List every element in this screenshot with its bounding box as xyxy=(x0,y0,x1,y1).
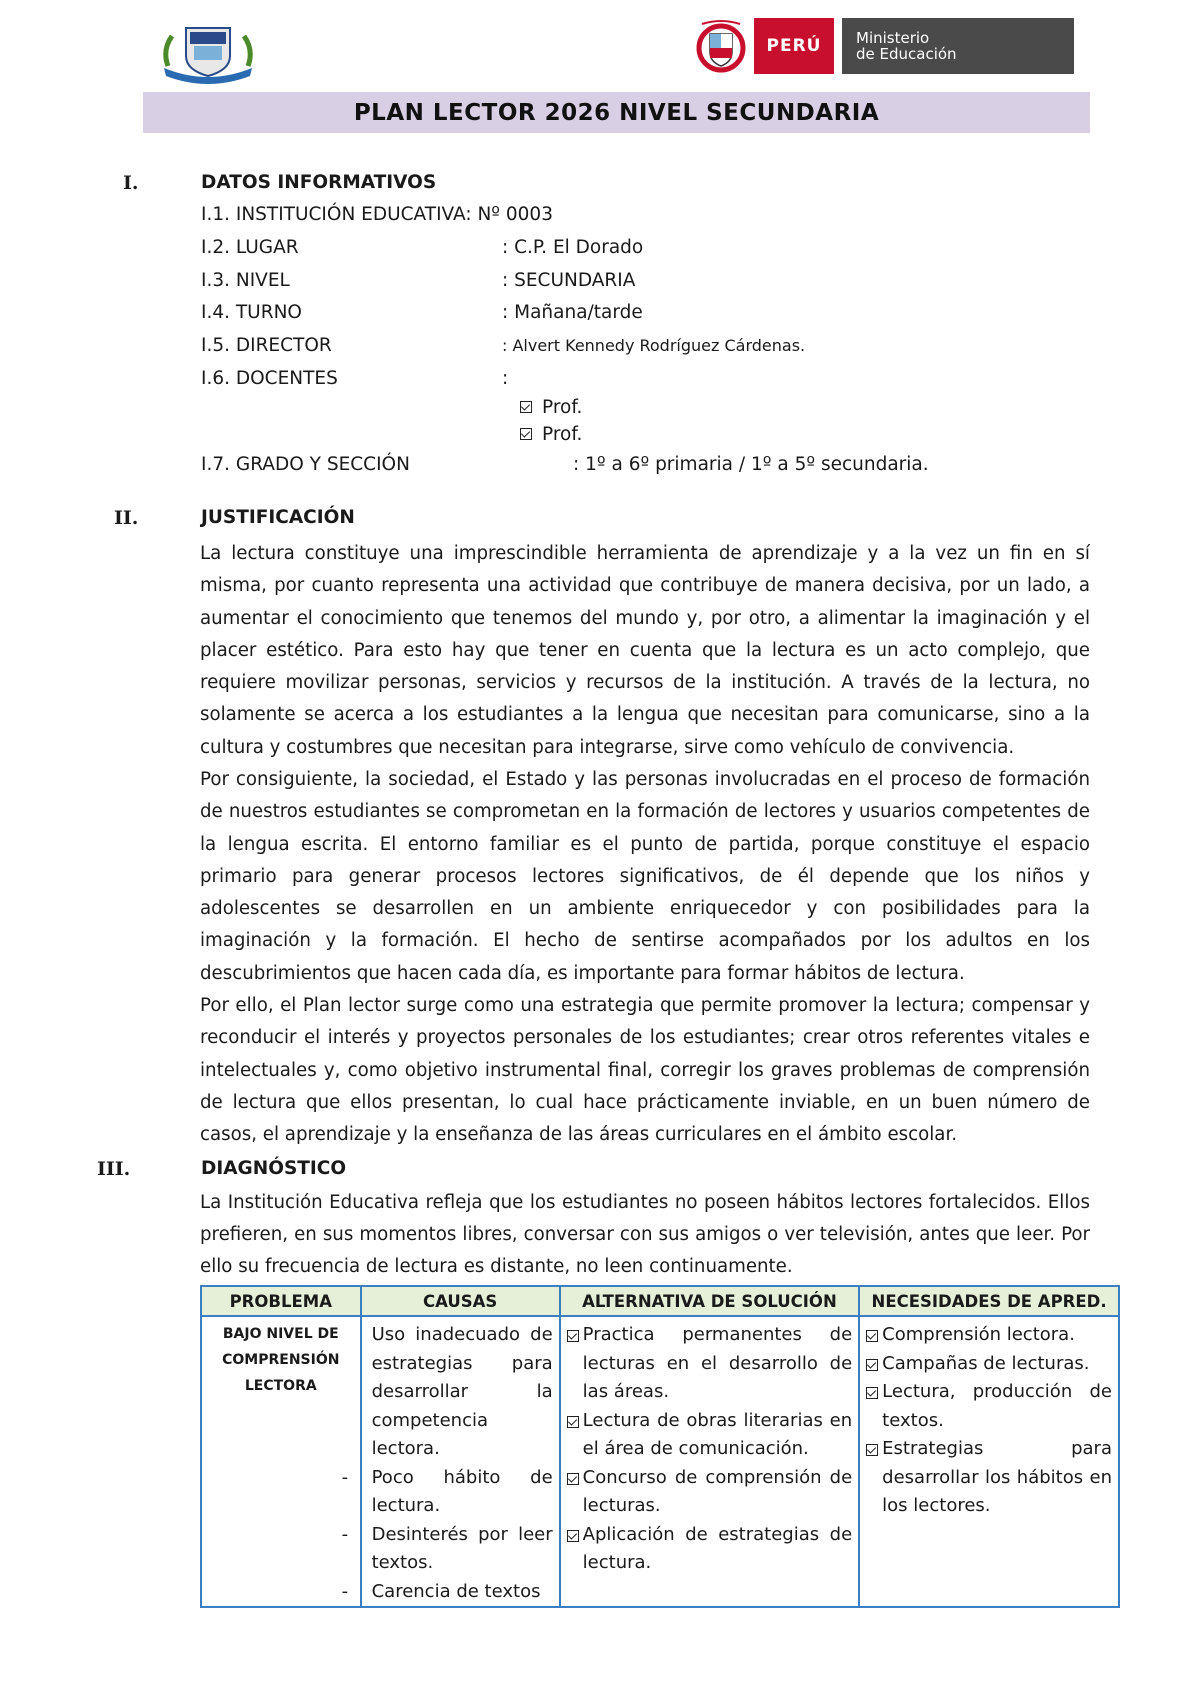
column-header: CAUSAS xyxy=(361,1286,560,1316)
section-2-number: II. xyxy=(114,507,139,529)
cause-text: Carencia de textos xyxy=(371,1580,541,1602)
info-row-level xyxy=(201,266,290,296)
checkbox-icon xyxy=(866,1359,878,1371)
problem-text: BAJO NIVEL DE COMPRENSIÓN LECTORA xyxy=(222,1326,340,1394)
checkbox-icon xyxy=(520,428,532,440)
alternative-item xyxy=(567,1407,853,1464)
checkbox-icon xyxy=(567,1530,579,1542)
table-row xyxy=(201,1316,1119,1607)
section-1-title: DATOS INFORMATIVOS xyxy=(201,172,437,193)
page-header xyxy=(0,14,1200,84)
ministry-logo xyxy=(688,18,1074,74)
column-header: NECESIDADES DE APRED. xyxy=(859,1286,1119,1316)
info-label: I.1. INSTITUCIÓN EDUCATIVA: Nº 0003 xyxy=(201,204,553,225)
checkbox-icon xyxy=(567,1473,579,1485)
info-row-grade xyxy=(201,450,410,480)
section-1-number: I. xyxy=(123,172,139,194)
info-label: I.7. GRADO Y SECCIÓN xyxy=(201,454,410,475)
info-value: : Alvert Kennedy Rodríguez Cárdenas. xyxy=(502,336,806,355)
cause-text: Poco hábito de lectura. xyxy=(371,1466,553,1516)
school-logo-icon xyxy=(160,22,256,84)
info-label: I.3. NIVEL xyxy=(201,270,290,291)
justification-paragraph-1: La lectura constituye una imprescindible herramienta de aprendizaje y a la vez un fin en sí misma, por cuanto representa una actividad que contribuye de manera decisiva, por un lado, a aumentar el conocimiento que tenemos del mundo y, por otro, a alimentar la imaginación y el placer estético. Para esto hay que tener en cuenta que la lectura es un acto complejo, que requiere movilizar personas, servicios y recursos de la institución. A través de la lectura, no solamente se acerca a los estudiantes a la lengua que necesitan para comunicarse, sino a la cultura y costumbres que necesitan para integrarse, sirve como vehículo de convivencia. xyxy=(200,543,1090,758)
ministry-line-2: de Educación xyxy=(856,45,957,63)
teacher-item xyxy=(520,422,582,448)
page-title: PLAN LECTOR 2026 NIVEL SECUNDARIA xyxy=(353,99,880,126)
info-label: I.2. LUGAR xyxy=(201,237,299,258)
info-value: : Mañana/tarde xyxy=(502,302,643,323)
teacher-label: Prof. xyxy=(542,424,583,445)
cause-text: Uso inadecuado de estrategias para desarrollar la competencia lectora. xyxy=(371,1324,553,1459)
info-label: I.4. TURNO xyxy=(201,302,302,323)
teacher-label: Prof. xyxy=(542,397,583,418)
alternative-item xyxy=(567,1464,853,1521)
info-row-place xyxy=(201,233,299,263)
need-item xyxy=(866,1378,1112,1435)
cause-text: Desinterés por leer textos. xyxy=(371,1523,553,1573)
causes-cell xyxy=(341,1316,560,1607)
teacher-item xyxy=(520,395,582,421)
needs-cell xyxy=(859,1316,1119,1607)
section-3-title: DIAGNÓSTICO xyxy=(201,1158,347,1179)
info-label: I.5. DIRECTOR xyxy=(201,335,332,356)
need-text: Comprensión lectora. xyxy=(882,1324,1075,1345)
need-text: Estrategias para desarrollar los hábitos en los lectores. xyxy=(882,1438,1112,1516)
info-value: : xyxy=(502,368,509,389)
table-header-row xyxy=(201,1286,1119,1316)
alternative-text: Concurso de comprensión de lecturas. xyxy=(582,1466,853,1516)
section-2-title: JUSTIFICACIÓN xyxy=(201,507,355,528)
cause-dash: - xyxy=(341,1580,349,1602)
title-band xyxy=(143,92,1090,133)
checkbox-icon xyxy=(567,1416,579,1428)
need-text: Campañas de lecturas. xyxy=(882,1352,1090,1374)
cause-dash: - xyxy=(341,1466,349,1488)
need-item xyxy=(866,1321,1112,1350)
problem-cell xyxy=(201,1316,361,1607)
alternative-text: Aplicación de estrategias de lectura. xyxy=(582,1523,853,1573)
alternative-item xyxy=(567,1321,853,1407)
section-3-number: III. xyxy=(97,1158,131,1180)
cause-item xyxy=(341,1464,553,1521)
cause-item xyxy=(341,1521,553,1578)
checkbox-icon xyxy=(866,1444,878,1456)
diagnosis-paragraph: La Institución Educativa refleja que los estudiantes no poseen hábitos lectores fortalecidos. Ellos prefieren, en sus momentos libres, conversar con sus amigos o ver televisión, antes que leer. Por ello su frecuencia de lectura es distante, no leen continuamente. xyxy=(200,1192,1090,1277)
alternative-text: Practica permanentes de lecturas en el desarrollo de las áreas. xyxy=(582,1324,853,1402)
alternative-item xyxy=(567,1521,853,1578)
coat-of-arms-icon xyxy=(688,18,754,74)
info-row-teachers xyxy=(201,364,338,394)
column-header: PROBLEMA xyxy=(201,1286,361,1316)
ministry-label xyxy=(842,18,1074,74)
info-row-director xyxy=(201,331,332,361)
alternative-text: Lectura de obras literarias en el área de comunicación. xyxy=(582,1409,853,1459)
info-value: : SECUNDARIA xyxy=(502,270,636,291)
checkbox-icon xyxy=(866,1387,878,1399)
diagnosis-table xyxy=(200,1285,1120,1608)
info-row-shift xyxy=(201,298,302,328)
info-label: I.6. DOCENTES xyxy=(201,368,338,389)
info-row-institution xyxy=(201,200,553,230)
column-header: ALTERNATIVA DE SOLUCIÓN xyxy=(560,1286,860,1316)
ministry-line-1: Ministerio xyxy=(856,29,930,47)
info-value: : 1º a 6º primaria / 1º a 5º secundaria. xyxy=(573,454,929,475)
peru-label: PERÚ xyxy=(754,18,834,74)
cause-item xyxy=(372,1321,553,1464)
checkbox-icon xyxy=(567,1330,579,1342)
justification-paragraph-3: Por ello, el Plan lector surge como una estrategia que permite promover la lectura; compensar y reconducir el interés y proyectos personales de los estudiantes; crear otros referentes vitales e intelectuales y, como objetivo instrumental final, corregir los graves problemas de comprensión de lectura que ellos presentan, lo cual hace prácticamente inviable, en un buen número de casos, el aprendizaje y la enseñanza de las áreas curriculares en el ámbito escolar. xyxy=(200,995,1090,1146)
justification-paragraph-2: Por consiguiente, la sociedad, el Estado y las personas involucradas en el proceso de formación de nuestros estudiantes se comprometan en la formación de lectores y usuarios competentes de la lengua escrita. El entorno familiar es el punto de partida, porque constituye el espacio primario para generar procesos lectores significativos, de él depende que los niños y adolescentes se desarrollen en un ambiente enriquecedor y con posibilidades para la imaginación y la formación. El hecho de sentirse acompañados por los adultos en los descubrimientos que hacen cada día, es importante para formar hábitos de lectura. xyxy=(200,769,1090,984)
need-item xyxy=(866,1435,1112,1521)
checkbox-icon xyxy=(866,1330,878,1342)
alternatives-cell xyxy=(560,1316,860,1607)
checkbox-icon xyxy=(520,401,532,413)
cause-item xyxy=(341,1578,553,1607)
cause-dash: - xyxy=(341,1523,349,1545)
info-value: : C.P. El Dorado xyxy=(502,237,644,258)
need-item xyxy=(866,1350,1112,1379)
need-text: Lectura, producción de textos. xyxy=(882,1381,1112,1431)
